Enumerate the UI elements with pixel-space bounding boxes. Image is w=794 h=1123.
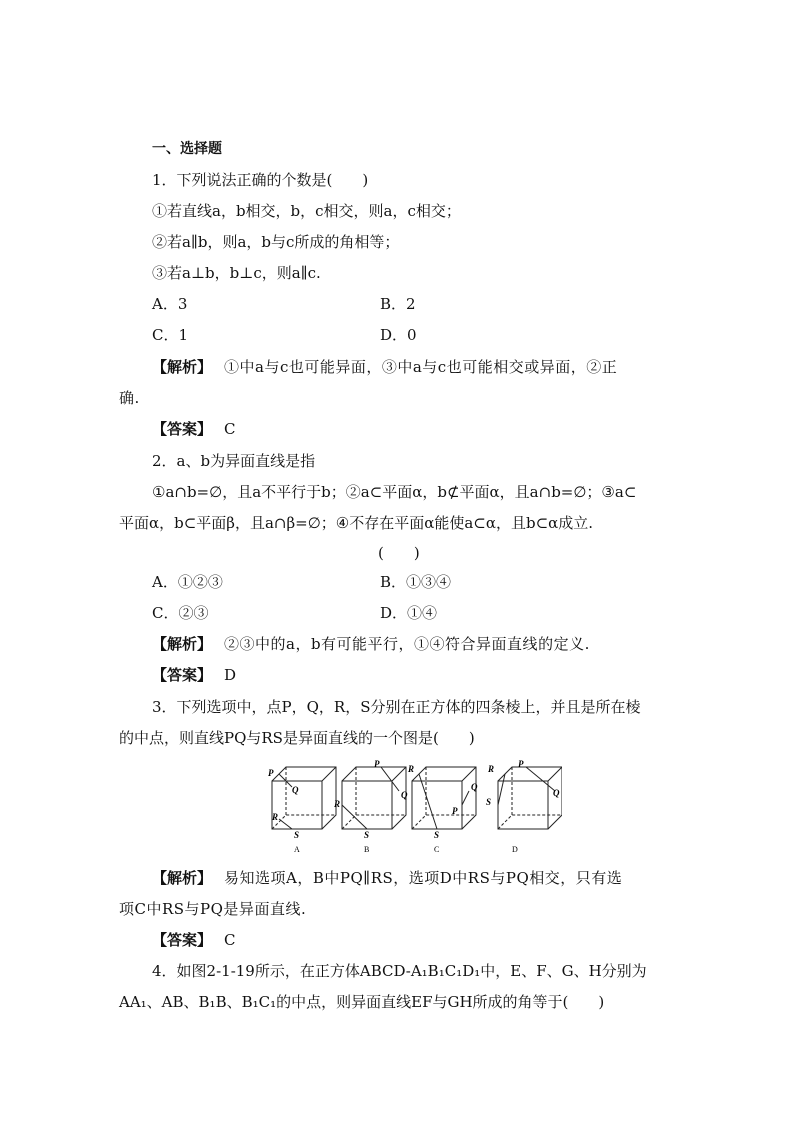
caption-d: D	[512, 845, 518, 854]
q2-option-a: A．①②③	[152, 573, 223, 591]
q1-answer	[152, 419, 236, 439]
label-r-d: R	[488, 764, 495, 774]
label-q-d: Q	[553, 788, 560, 798]
cube-b	[342, 767, 406, 829]
label-p-d: P	[518, 759, 524, 769]
cube-options-figure	[262, 757, 562, 857]
cube-d	[498, 767, 562, 829]
q2-line-2: 平面α，b⊂平面β，且a∩β=∅；④不存在平面α能使a⊂α，且b⊂α成立.	[119, 514, 594, 532]
cube-c	[412, 767, 476, 829]
label-s-b: S	[364, 830, 370, 840]
q2-line-1: ①a∩b=∅，且a不平行于b；②a⊂平面α，b⊄平面α，且a∩b=∅；③a⊂	[152, 483, 637, 501]
q3-stem-1: 3．下列选项中，点P，Q，R，S分别在正方体的四条棱上，并且是所在棱	[152, 698, 641, 716]
q4-stem-1: 4．如图2-1-19所示，在正方体ABCD-A₁B₁C₁D₁中，E、F、G、H分别为	[152, 962, 647, 980]
q1-option-d: D．0	[380, 326, 417, 344]
caption-a: A	[294, 845, 300, 854]
answer-value: C	[224, 420, 236, 438]
q1-option-b: B．2	[380, 295, 416, 313]
q1-statement-1: ①若直线a，b相交，b，c相交，则a，c相交；	[152, 202, 461, 220]
analysis-text: 易知选项A，B中PQ∥RS，选项D中RS与PQ相交，只有选	[224, 869, 623, 887]
q2-option-d: D．①④	[380, 604, 438, 622]
q1-analysis	[152, 357, 617, 377]
answer-value: D	[224, 666, 237, 684]
section-title: 一、选择题	[152, 141, 222, 157]
q2-stem: 2．a、b为异面直线是指	[152, 452, 316, 470]
q3-stem-2: 的中点，则直线PQ与RS是异面直线的一个图是( )	[119, 729, 475, 747]
label-p-c: P	[452, 806, 458, 816]
analysis-text: ①中a与c也可能异面，③中a与c也可能相交或异面，②正	[224, 358, 618, 376]
q2-analysis	[152, 634, 590, 654]
q3-analysis-cont: 项C中RS与PQ是异面直线.	[119, 900, 307, 918]
label-s-c: S	[434, 830, 440, 840]
answer-tag: 【答案】	[152, 931, 213, 949]
label-r-b: R	[334, 799, 341, 809]
answer-value: C	[224, 931, 236, 949]
label-q-b: Q	[401, 790, 408, 800]
label-r-c: R	[408, 764, 415, 774]
q1-stem: 1．下列说法正确的个数是( )	[152, 171, 369, 189]
label-s-a: S	[294, 830, 300, 840]
label-q-c: Q	[471, 782, 478, 792]
q3-analysis	[152, 868, 622, 888]
q2-option-c: C．②③	[152, 604, 209, 622]
q4-stem-2: AA₁、AB、B₁B、B₁C₁的中点，则异面直线EF与GH所成的角等于( )	[119, 993, 605, 1011]
q1-analysis-cont: 确.	[119, 389, 140, 407]
label-s-d: S	[486, 797, 492, 807]
label-p-b: P	[374, 759, 380, 769]
q1-option-c: C．1	[152, 326, 189, 344]
q1-option-a: A．3	[152, 295, 188, 313]
q3-answer	[152, 930, 236, 950]
q2-paren: ( )	[378, 544, 420, 562]
caption-b: B	[364, 845, 370, 854]
answer-tag: 【答案】	[152, 666, 213, 684]
analysis-text: ②③中的a，b有可能平行，①④符合异面直线的定义.	[224, 635, 590, 653]
q1-statement-2: ②若a∥b，则a，b与c所成的角相等；	[152, 233, 400, 251]
analysis-tag: 【解析】	[152, 358, 213, 376]
label-q-a: Q	[292, 785, 299, 795]
label-r-a: R	[272, 812, 279, 822]
cube-figure-svg	[262, 757, 562, 857]
caption-c: C	[434, 845, 440, 854]
analysis-tag: 【解析】	[152, 869, 213, 887]
analysis-tag: 【解析】	[152, 635, 213, 653]
answer-tag: 【答案】	[152, 420, 213, 438]
q2-answer	[152, 665, 236, 685]
q1-statement-3: ③若a⊥b，b⊥c，则a∥c.	[152, 264, 321, 282]
q2-option-b: B．①③④	[380, 573, 452, 591]
cube-a	[272, 767, 336, 829]
label-p-a: P	[268, 768, 274, 778]
